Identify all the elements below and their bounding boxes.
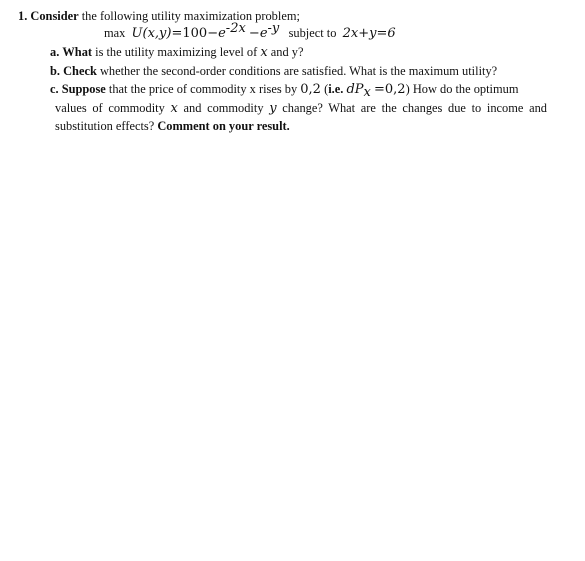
part-c-ie-open: ( (324, 82, 329, 96)
part-c-text-1: that the price of commodity x rises by (108, 82, 298, 96)
part-c-line3-bold: Comment on your result. (157, 119, 290, 133)
utility-equals: =100 (171, 26, 208, 41)
minus-sign-1: − (207, 26, 219, 41)
part-b-text: whether the second-order conditions are satisfied. What is the maximum utility? (99, 64, 498, 78)
utility-function: U(x,y) (131, 26, 172, 41)
part-a (50, 46, 303, 59)
part-c-line2-x: x (170, 101, 178, 116)
exp-base-1: e (218, 26, 226, 41)
part-a-text: is the utility maximizing level of (95, 45, 258, 59)
part-c-line-1 (50, 82, 519, 100)
part-a-label: a. (50, 45, 60, 59)
part-c-line-3 (55, 120, 290, 132)
part-c-dp-sub: x (363, 85, 371, 100)
minus-sign-2: − (248, 26, 260, 41)
part-c-line2-a: values of commodity (55, 101, 165, 115)
part-a-and: and y? (270, 45, 304, 59)
part-a-bold: What (62, 45, 93, 59)
exponent-2: -y (267, 21, 280, 36)
problem-header (18, 10, 300, 22)
part-c-bold: Suppose (61, 82, 106, 96)
part-c-ie-bold: i.e. (328, 82, 344, 96)
part-c-line2-y: y (269, 101, 277, 116)
part-a-var-x: x (260, 45, 268, 60)
part-c-line2-c: change? What are the changes due to income and (282, 101, 547, 115)
part-c-line3-a: substitution effects? (55, 119, 155, 133)
exponent-1: -2x (225, 21, 246, 36)
constraint: 2x+y=6 (342, 26, 396, 41)
subject-to-label: subject to (288, 26, 337, 40)
part-c-ie-close: ) (405, 82, 410, 96)
problem-number: 1. (18, 9, 28, 23)
max-label: max (104, 26, 126, 40)
part-c-dp-eq: =0,2 (373, 82, 406, 97)
part-b-bold: Check (63, 64, 97, 78)
part-c-line2-b: and commodity (183, 101, 264, 115)
part-c-line-2 (55, 102, 547, 115)
part-c-label: c. (50, 82, 59, 96)
part-c-text-2: How do the optimum (412, 82, 519, 96)
problem-lead-bold: Consider (30, 9, 79, 23)
problem-lead-text: the following utility maximization problem; (81, 9, 300, 23)
part-c-dp: dP (346, 82, 364, 97)
part-b (50, 65, 497, 77)
part-b-label: b. (50, 64, 60, 78)
objective-line (104, 21, 396, 41)
part-c-value: 0,2 (300, 82, 321, 97)
exp-base-2: e (259, 26, 268, 41)
